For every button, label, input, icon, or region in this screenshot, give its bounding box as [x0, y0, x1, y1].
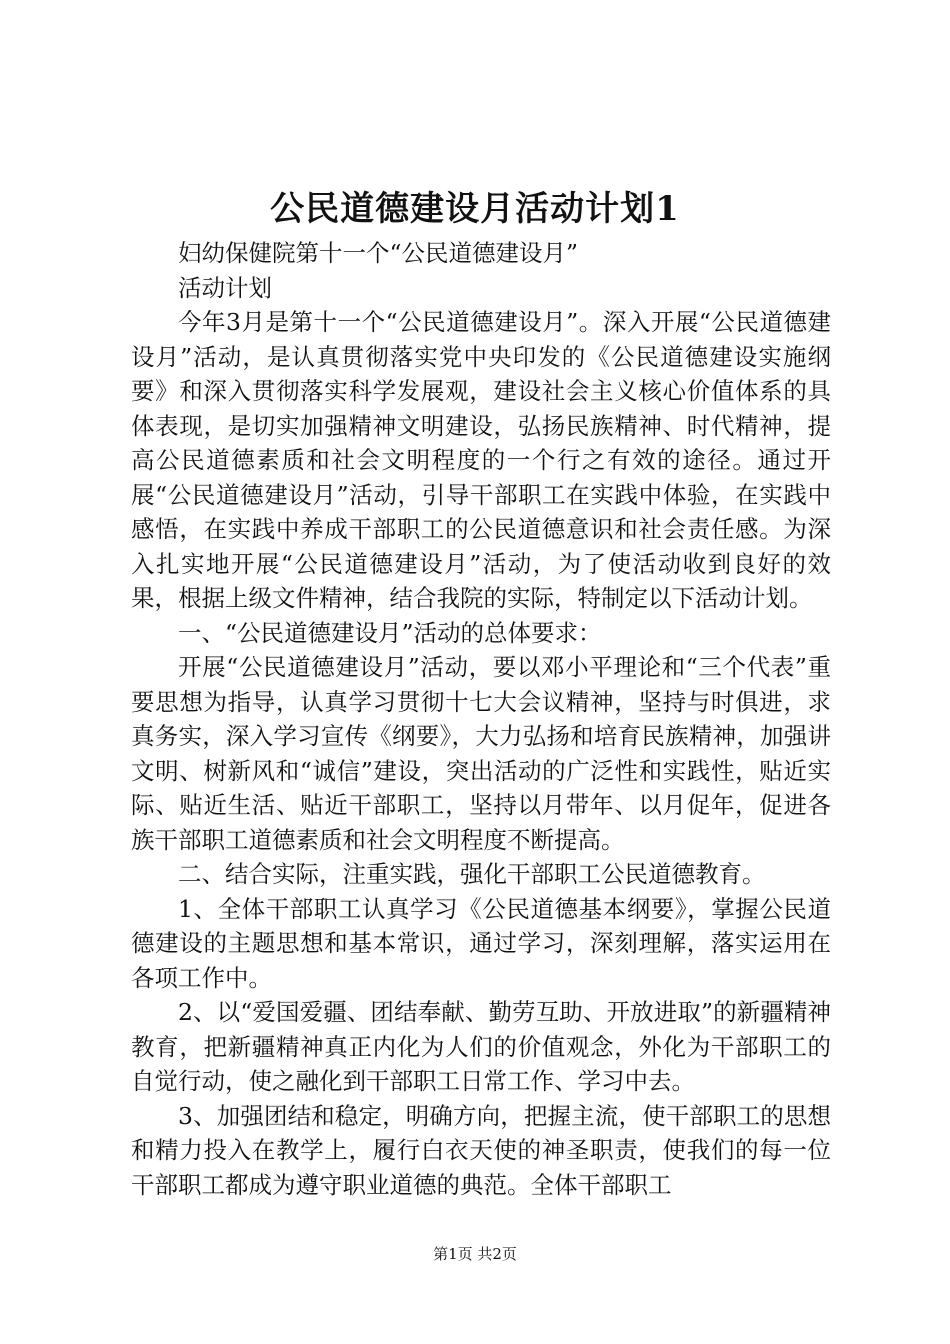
paragraph-subtitle-line-2: 活动计划 [178, 273, 272, 302]
document-body [131, 236, 831, 1202]
paragraph-item-3: 3、加强团结和稳定，明确方向，把握主流，使干部职工的思想和精力投入在教学上，履行白衣天使的神圣职责，使我们的每一位干部职工都成为遵守职业道德的典范。全体干部职工 [131, 1101, 831, 1199]
paragraph-item-2: 2、以“爱国爱疆、团结奉献、勤劳互助、开放进取”的新疆精神教育，把新疆精神真正内化为人们的价值观念，外化为干部职工的自觉行动，使之融化到干部职工日常工作、学习中去。 [131, 998, 831, 1095]
document-title: 公民道德建设月活动计划1 [270, 189, 680, 229]
paragraph-item-1: 1、全体干部职工认真学习《公民道德基本纲要》，掌握公民道德建设的主题思想和基本常识，通过学习，深刻理解，落实运用在各项工作中。 [131, 894, 831, 992]
paragraph-section-1-body: 开展“公民道德建设月”活动，要以邓小平理论和“三个代表”重要思想为指导，认真学习贯彻十七大会议精神，坚持与时俱进，求真务实，深入学习宣传《纲要》，大力弘扬和培育民族精神，加强讲文明、树新风和“诚信”建设，突出活动的广泛性和实践性，贴近实际、贴近生活、贴近干部职工，坚持以月带年、以月促年，促进各族干部职工道德素质和社会文明程度不断提高。 [131, 653, 831, 854]
paragraph-intro: 今年3月是第十一个“公民道德建设月”。深入开展“公民道德建设月”活动，是认真贯彻落实党中央印发的《公民道德建设实施纲要》和深入贯彻落实科学发展观，建设社会主义核心价值体系的具体表现，是切实加强精神文明建设，弘扬民族精神、时代精神，提高公民道德素质和社会文明程度的一个行之有效的途径。通过开展“公民道德建设月”活动，引导干部职工在实践中体验，在实践中感悟，在实践中养成干部职工的公民道德意识和社会责任感。为深入扎实地开展“公民道德建设月”活动，为了使活动收到良好的效果，根据上级文件精神，结合我院的实际，特制定以下活动计划。 [131, 308, 831, 612]
paragraph-subtitle-line-1: 妇幼保健院第十一个“公民道德建设月” [178, 239, 579, 267]
paragraph-section-1-heading: 一、“公民道德建设月”活动的总体要求： [178, 618, 602, 647]
page-footer: 第1页 共2页 [433, 1245, 517, 1263]
paragraph-section-2-heading: 二、结合实际，注重实践，强化干部职工公民道德教育。 [178, 860, 766, 888]
